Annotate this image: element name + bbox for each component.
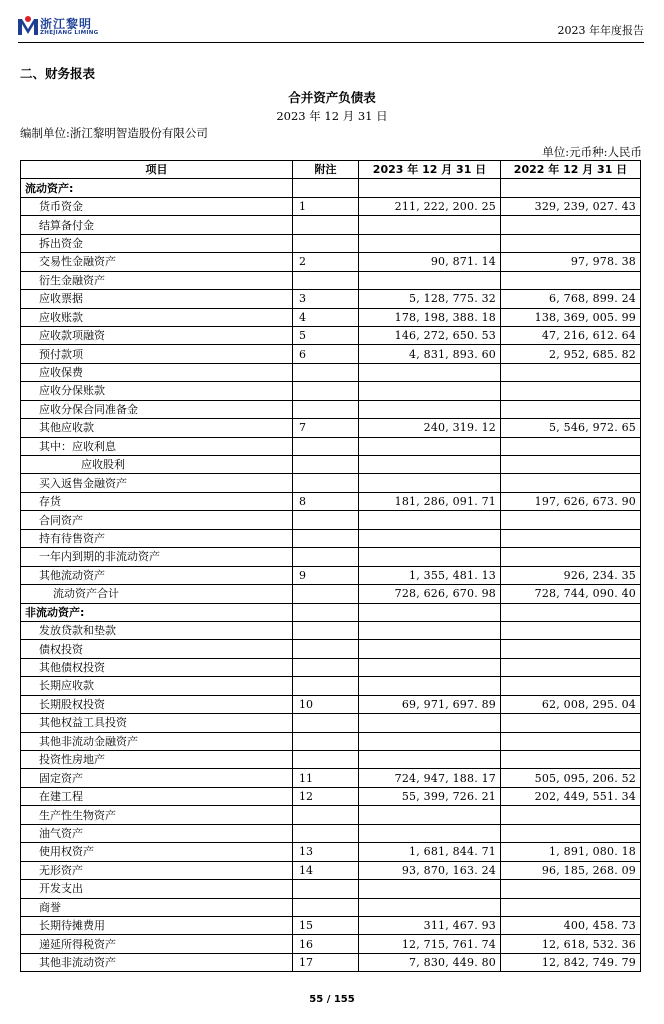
row-value-2023 <box>359 529 501 547</box>
table-row <box>21 234 641 252</box>
row-item-label: 债权投资 <box>21 640 293 658</box>
table-row <box>21 179 641 197</box>
row-value-2022: 197, 626, 673. 90 <box>501 492 641 510</box>
row-value-2023 <box>359 603 501 621</box>
row-item-label: 存货 <box>21 492 293 510</box>
row-item-label: 应收分保合同准备金 <box>21 400 293 418</box>
company-logo <box>18 15 116 41</box>
table-row <box>21 953 641 971</box>
row-note: 7 <box>293 419 359 437</box>
row-value-2023 <box>359 880 501 898</box>
row-value-2023: 240, 319. 12 <box>359 419 501 437</box>
row-note: 13 <box>293 843 359 861</box>
row-note <box>293 732 359 750</box>
row-item-label: 在建工程 <box>21 787 293 805</box>
row-value-2023 <box>359 437 501 455</box>
row-note <box>293 751 359 769</box>
table-row <box>21 197 641 215</box>
column-header-2023: 2023 年 12 月 31 日 <box>359 161 501 179</box>
table-row <box>21 548 641 566</box>
row-value-2022: 728, 744, 090. 40 <box>501 585 641 603</box>
row-value-2022 <box>501 382 641 400</box>
row-value-2023: 7, 830, 449. 80 <box>359 953 501 971</box>
row-note <box>293 437 359 455</box>
row-value-2022 <box>501 400 641 418</box>
row-note: 11 <box>293 769 359 787</box>
row-item-label: 结算备付金 <box>21 216 293 234</box>
table-row <box>21 529 641 547</box>
row-item-label: 商誉 <box>21 898 293 916</box>
row-value-2022: 12, 842, 749. 79 <box>501 953 641 971</box>
row-value-2023: 90, 871. 14 <box>359 253 501 271</box>
row-item-label: 应收保费 <box>21 363 293 381</box>
table-row <box>21 751 641 769</box>
row-note <box>293 271 359 289</box>
row-value-2022: 329, 239, 027. 43 <box>501 197 641 215</box>
row-note <box>293 585 359 603</box>
table-row <box>21 769 641 787</box>
row-value-2022 <box>501 898 641 916</box>
row-note <box>293 400 359 418</box>
row-note <box>293 216 359 234</box>
row-value-2022 <box>501 529 641 547</box>
table-row <box>21 732 641 750</box>
row-item-label: 长期待摊费用 <box>21 916 293 934</box>
table-row <box>21 437 641 455</box>
row-value-2022: 6, 768, 899. 24 <box>501 290 641 308</box>
row-item-label: 其他债权投资 <box>21 658 293 676</box>
row-value-2023 <box>359 714 501 732</box>
row-note: 1 <box>293 197 359 215</box>
row-value-2022 <box>501 548 641 566</box>
row-value-2023: 211, 222, 200. 25 <box>359 197 501 215</box>
page-number: 55 / 155 <box>309 994 355 1005</box>
table-row <box>21 603 641 621</box>
row-note <box>293 677 359 695</box>
row-value-2023: 178, 198, 388. 18 <box>359 308 501 326</box>
row-value-2022 <box>501 732 641 750</box>
row-note: 15 <box>293 916 359 934</box>
row-item-label: 其他非流动金融资产 <box>21 732 293 750</box>
row-value-2023 <box>359 179 501 197</box>
row-value-2023: 181, 286, 091. 71 <box>359 492 501 510</box>
row-item-label: 应收账款 <box>21 308 293 326</box>
row-value-2023: 55, 399, 726. 21 <box>359 787 501 805</box>
table-row <box>21 585 641 603</box>
row-value-2022: 47, 216, 612. 64 <box>501 326 641 344</box>
table-row <box>21 898 641 916</box>
row-note <box>293 179 359 197</box>
row-value-2022: 62, 008, 295. 04 <box>501 695 641 713</box>
row-value-2022 <box>501 363 641 381</box>
row-value-2022 <box>501 640 641 658</box>
table-row <box>21 419 641 437</box>
row-value-2022: 1, 891, 080. 18 <box>501 843 641 861</box>
statement-date: 2023 年 12 月 31 日 <box>276 109 388 123</box>
column-header-note: 附注 <box>293 161 359 179</box>
table-row <box>21 640 641 658</box>
row-item-label: 非流动资产: <box>21 603 293 621</box>
row-note: 14 <box>293 861 359 879</box>
row-value-2022: 96, 185, 268. 09 <box>501 861 641 879</box>
row-value-2023: 69, 971, 697. 89 <box>359 695 501 713</box>
section-title: 二、财务报表 <box>20 66 96 81</box>
row-item-label: 长期股权投资 <box>21 695 293 713</box>
row-value-2023 <box>359 456 501 474</box>
row-item-label: 其中：应收利息 <box>21 437 293 455</box>
row-item-label: 买入返售金融资产 <box>21 474 293 492</box>
column-header-2022: 2022 年 12 月 31 日 <box>501 161 641 179</box>
table-row <box>21 363 641 381</box>
row-value-2022 <box>501 456 641 474</box>
row-item-label: 长期应收款 <box>21 677 293 695</box>
row-item-label: 拆出资金 <box>21 234 293 252</box>
table-row <box>21 824 641 842</box>
row-value-2023 <box>359 806 501 824</box>
row-note: 3 <box>293 290 359 308</box>
row-note <box>293 474 359 492</box>
row-value-2022 <box>501 603 641 621</box>
row-item-label: 预付款项 <box>21 345 293 363</box>
row-item-label: 交易性金融资产 <box>21 253 293 271</box>
logo-text-cn: 浙江黎明 <box>40 17 93 31</box>
row-note <box>293 714 359 732</box>
row-item-label: 流动资产: <box>21 179 293 197</box>
row-note <box>293 363 359 381</box>
row-note: 17 <box>293 953 359 971</box>
row-note <box>293 548 359 566</box>
row-item-label: 应收股利 <box>21 456 293 474</box>
table-row <box>21 290 641 308</box>
table-row <box>21 658 641 676</box>
liming-logo-icon <box>18 15 38 37</box>
balance-sheet-table <box>20 160 641 972</box>
table-row <box>21 345 641 363</box>
row-note: 8 <box>293 492 359 510</box>
row-value-2022 <box>501 806 641 824</box>
row-value-2022 <box>501 714 641 732</box>
row-value-2022 <box>501 437 641 455</box>
row-item-label: 油气资产 <box>21 824 293 842</box>
row-value-2022 <box>501 880 641 898</box>
row-value-2023 <box>359 898 501 916</box>
row-item-label: 生产性生物资产 <box>21 806 293 824</box>
row-note <box>293 456 359 474</box>
row-note <box>293 824 359 842</box>
row-value-2023: 728, 626, 670. 98 <box>359 585 501 603</box>
table-row <box>21 714 641 732</box>
row-value-2023: 93, 870, 163. 24 <box>359 861 501 879</box>
row-value-2022: 926, 234. 35 <box>501 566 641 584</box>
row-item-label: 使用权资产 <box>21 843 293 861</box>
table-row <box>21 677 641 695</box>
row-value-2023 <box>359 621 501 639</box>
row-value-2023: 146, 272, 650. 53 <box>359 326 501 344</box>
row-note <box>293 898 359 916</box>
currency-unit: 单位:元币种:人民币 <box>542 145 642 159</box>
row-note: 6 <box>293 345 359 363</box>
row-value-2023: 1, 681, 844. 71 <box>359 843 501 861</box>
row-note: 9 <box>293 566 359 584</box>
row-value-2022 <box>501 511 641 529</box>
row-item-label: 流动资产合计 <box>21 585 293 603</box>
row-value-2023: 1, 355, 481. 13 <box>359 566 501 584</box>
table-row <box>21 935 641 953</box>
statement-title: 合并资产负债表 <box>288 90 376 105</box>
row-value-2023 <box>359 751 501 769</box>
row-note: 12 <box>293 787 359 805</box>
report-title: 2023 年年度报告 <box>557 24 644 37</box>
row-value-2022: 505, 095, 206. 52 <box>501 769 641 787</box>
column-header-item: 项目 <box>21 161 293 179</box>
table-row <box>21 695 641 713</box>
row-value-2022 <box>501 474 641 492</box>
row-value-2023 <box>359 640 501 658</box>
table-row <box>21 400 641 418</box>
row-value-2022: 5, 546, 972. 65 <box>501 419 641 437</box>
row-item-label: 开发支出 <box>21 880 293 898</box>
row-note <box>293 234 359 252</box>
row-value-2022: 400, 458. 73 <box>501 916 641 934</box>
row-value-2022: 2, 952, 685. 82 <box>501 345 641 363</box>
row-value-2022: 202, 449, 551. 34 <box>501 787 641 805</box>
row-value-2023: 724, 947, 188. 17 <box>359 769 501 787</box>
row-value-2023 <box>359 382 501 400</box>
row-item-label: 合同资产 <box>21 511 293 529</box>
row-item-label: 其他权益工具投资 <box>21 714 293 732</box>
row-value-2023 <box>359 732 501 750</box>
row-value-2022 <box>501 621 641 639</box>
table-row <box>21 916 641 934</box>
row-item-label: 应收分保账款 <box>21 382 293 400</box>
row-value-2023 <box>359 824 501 842</box>
table-row <box>21 308 641 326</box>
row-item-label: 投资性房地产 <box>21 751 293 769</box>
row-value-2022: 97, 978. 38 <box>501 253 641 271</box>
row-note <box>293 382 359 400</box>
row-value-2022 <box>501 234 641 252</box>
row-value-2022 <box>501 271 641 289</box>
table-row <box>21 861 641 879</box>
table-row <box>21 806 641 824</box>
row-value-2022 <box>501 751 641 769</box>
row-value-2023 <box>359 474 501 492</box>
table-row <box>21 492 641 510</box>
row-item-label: 其他应收款 <box>21 419 293 437</box>
row-value-2022 <box>501 658 641 676</box>
row-value-2022 <box>501 179 641 197</box>
row-note: 2 <box>293 253 359 271</box>
logo-text-en: ZHEJIANG LIMING <box>40 30 99 36</box>
row-value-2022 <box>501 216 641 234</box>
row-note <box>293 806 359 824</box>
row-note: 16 <box>293 935 359 953</box>
row-item-label: 货币资金 <box>21 197 293 215</box>
row-item-label: 无形资产 <box>21 861 293 879</box>
table-row <box>21 326 641 344</box>
row-item-label: 衍生金融资产 <box>21 271 293 289</box>
row-value-2023: 311, 467. 93 <box>359 916 501 934</box>
row-value-2023 <box>359 658 501 676</box>
table-row <box>21 566 641 584</box>
table-row <box>21 787 641 805</box>
row-item-label: 其他流动资产 <box>21 566 293 584</box>
table-row <box>21 621 641 639</box>
preparing-entity: 编制单位:浙江黎明智造股份有限公司 <box>20 126 208 140</box>
table-row <box>21 216 641 234</box>
row-value-2023 <box>359 677 501 695</box>
row-value-2023: 5, 128, 775. 32 <box>359 290 501 308</box>
row-value-2023 <box>359 511 501 529</box>
row-item-label: 应收票据 <box>21 290 293 308</box>
row-item-label: 固定资产 <box>21 769 293 787</box>
row-item-label: 应收款项融资 <box>21 326 293 344</box>
row-note <box>293 640 359 658</box>
row-note <box>293 603 359 621</box>
table-row <box>21 474 641 492</box>
row-note <box>293 621 359 639</box>
row-value-2023: 12, 715, 761. 74 <box>359 935 501 953</box>
table-row <box>21 511 641 529</box>
row-item-label: 递延所得税资产 <box>21 935 293 953</box>
row-value-2023 <box>359 216 501 234</box>
table-row <box>21 382 641 400</box>
row-note: 4 <box>293 308 359 326</box>
table-row <box>21 456 641 474</box>
table-row <box>21 271 641 289</box>
row-note <box>293 529 359 547</box>
row-value-2023 <box>359 234 501 252</box>
row-value-2023 <box>359 271 501 289</box>
row-item-label: 持有待售资产 <box>21 529 293 547</box>
row-note: 10 <box>293 695 359 713</box>
row-value-2023 <box>359 548 501 566</box>
row-value-2023: 4, 831, 893. 60 <box>359 345 501 363</box>
page-header <box>18 12 644 43</box>
row-value-2022: 138, 369, 005. 99 <box>501 308 641 326</box>
row-value-2023 <box>359 363 501 381</box>
row-value-2022: 12, 618, 532. 36 <box>501 935 641 953</box>
table-row <box>21 843 641 861</box>
row-value-2022 <box>501 677 641 695</box>
row-value-2023 <box>359 400 501 418</box>
table-header-row <box>21 161 641 179</box>
row-item-label: 发放贷款和垫款 <box>21 621 293 639</box>
table-body <box>21 179 641 972</box>
row-item-label: 一年内到期的非流动资产 <box>21 548 293 566</box>
row-item-label: 其他非流动资产 <box>21 953 293 971</box>
row-note <box>293 880 359 898</box>
row-value-2022 <box>501 824 641 842</box>
table-row <box>21 880 641 898</box>
row-note <box>293 658 359 676</box>
row-note: 5 <box>293 326 359 344</box>
table-row <box>21 253 641 271</box>
row-note <box>293 511 359 529</box>
